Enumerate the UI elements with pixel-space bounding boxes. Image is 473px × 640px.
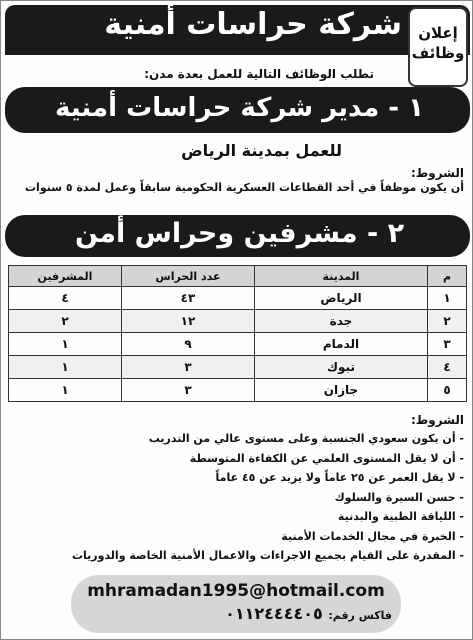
header-num: م [428, 266, 467, 287]
table-row [9, 333, 467, 356]
row-num: ٥ [428, 379, 467, 402]
requirement-item: - الخبرة في مجال الخدمات الأمنية [281, 529, 464, 543]
row-city: جازان [255, 379, 428, 402]
requirement-item: - أن يكون سعودي الجنسية وعلى مستوى عالي من التدريب [148, 432, 464, 445]
row-city: تبوك [255, 356, 428, 379]
row-num: ٢ [428, 310, 467, 333]
section1-conditions-text: أن يكون موظفاً في أحد القطاعات العسكرية الحكومية سابقاً وعمل لمدة ٥ سنوات [25, 181, 464, 194]
fax-label: فاكس رقم: [328, 609, 392, 622]
row-supervisors: ١ [9, 379, 122, 402]
row-supervisors: ٢ [9, 310, 122, 333]
requirement-item: - المقدرة على القيام بجميع الاجراءات والاعمال الأمنية الخاصة والدوريات [71, 549, 464, 562]
badge-line-2: وظائف [411, 44, 465, 62]
requirement-item: - اللياقة الطبية والبدنية [337, 510, 464, 523]
fax-number: ٠١١٢٤٤٤٤٠٥ [225, 604, 323, 623]
subheading: تطلب الوظائف التالية للعمل بعدة مدن: [144, 67, 374, 81]
table-row [9, 287, 467, 310]
row-supervisors: ٤ [9, 287, 122, 310]
row-num: ٣ [428, 333, 467, 356]
table-row [9, 356, 467, 379]
requirements-label: الشروط: [410, 413, 464, 427]
row-guards: ٣ [122, 356, 255, 379]
requirement-item: - أن لا يقل المستوى العلمي عن الكفاءة المتوسطة [189, 451, 464, 465]
row-guards: ٤٣ [122, 287, 255, 310]
contact-email[interactable]: mhramadan1995@hotmail.com [87, 581, 385, 601]
jobs-announcement-badge [408, 7, 468, 87]
requirement-item: - حسن السيرة والسلوك [334, 490, 464, 504]
row-supervisors: ١ [9, 356, 122, 379]
row-guards: ٩ [122, 333, 255, 356]
row-city: جدة [255, 310, 428, 333]
row-num: ١ [428, 287, 467, 310]
section1-conditions-label: الشروط: [410, 166, 464, 180]
company-title: شركة حراسات أمنية [104, 7, 402, 42]
fax-row [225, 604, 392, 623]
row-guards: ٣ [122, 379, 255, 402]
requirements-list [72, 429, 464, 566]
table-row [9, 379, 467, 402]
row-city: الرياض [255, 287, 428, 310]
positions-table [8, 265, 467, 402]
row-num: ٤ [428, 356, 467, 379]
section1-title: ١ - مدير شركة حراسات أمنية [55, 93, 424, 123]
row-city: الدمام [255, 333, 428, 356]
header-city: المدينة [255, 266, 428, 287]
header-guards: عدد الحراس [122, 266, 255, 287]
table-row [9, 310, 467, 333]
header-supervisors: المشرفين [9, 266, 122, 287]
badge-line-1: إعلان [418, 24, 458, 42]
row-guards: ١٢ [122, 310, 255, 333]
section2-title: ٢ - مشرفين وحراس أمن [74, 218, 405, 249]
table-header-row [9, 266, 467, 287]
section1-subtitle: للعمل بمدينة الرياض [181, 141, 342, 160]
row-supervisors: ١ [9, 333, 122, 356]
requirement-item: - لا يقل العمر عن ٢٥ عاماً ولا يزيد عن ٤٥ عاماً [215, 471, 464, 484]
